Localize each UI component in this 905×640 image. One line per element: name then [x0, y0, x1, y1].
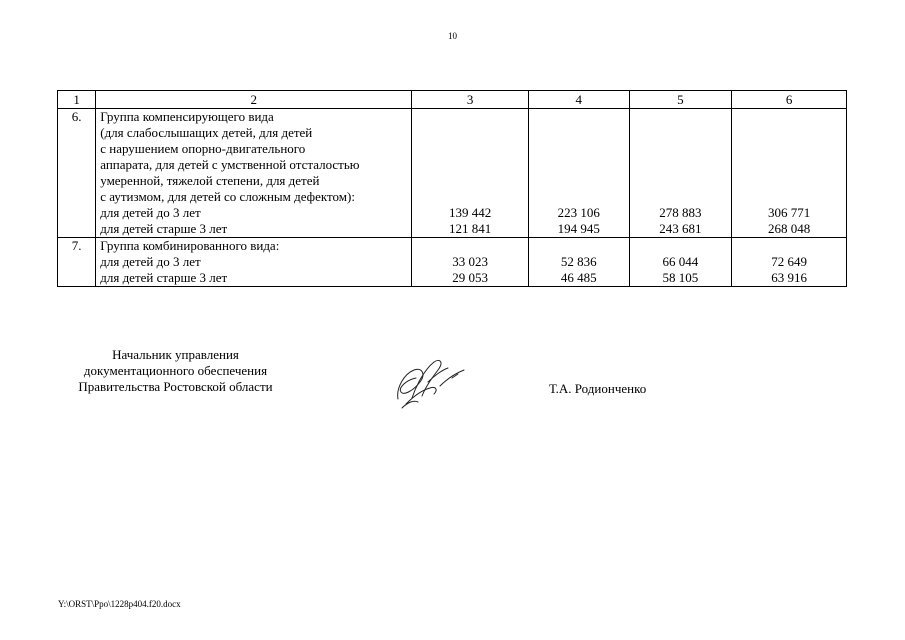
row-title-line: с нарушением опорно-двигательного [100, 141, 306, 156]
value: 268 048 [767, 221, 811, 236]
header-cell-2: 2 [96, 91, 412, 109]
value: 33 023 [452, 254, 488, 269]
value: 52 836 [560, 254, 597, 269]
value-cell-col4 [528, 109, 629, 238]
table-row [58, 109, 847, 238]
value-cell-col6 [732, 238, 847, 287]
value: 223 106 [557, 205, 600, 220]
row-title-line: Группа комбинированного вида: [100, 238, 280, 253]
row-number: 7. [58, 238, 96, 287]
header-cell-6: 6 [732, 91, 847, 109]
value: 46 485 [560, 270, 597, 285]
value-cell-col5 [629, 109, 732, 238]
row-title-line: аппарата, для детей с умственной отсталостью [100, 157, 360, 172]
row-title-line: (для слабослышащих детей, для детей [100, 125, 313, 140]
value: 306 771 [767, 205, 811, 220]
handwritten-signature [392, 352, 472, 412]
position-line: документационного обеспечения [83, 363, 268, 378]
table-row [58, 238, 847, 287]
header-cell-4: 4 [528, 91, 629, 109]
table-header-row [58, 91, 847, 109]
row-title-line: Группа компенсирующего вида [100, 109, 274, 124]
row-description [96, 238, 412, 287]
position-line: Правительства Ростовской области [78, 379, 273, 394]
value: 58 105 [662, 270, 699, 285]
data-table [57, 90, 847, 287]
sub-row-label: для детей старше 3 лет [100, 270, 228, 285]
value-cell-col3 [412, 109, 529, 238]
value: 139 442 [448, 205, 492, 220]
header-cell-1: 1 [58, 91, 96, 109]
page-number: 10 [448, 31, 457, 41]
row-number: 6. [58, 109, 96, 238]
signatory-position [58, 347, 293, 395]
value: 63 916 [771, 270, 807, 285]
value: 29 053 [452, 270, 488, 285]
header-cell-3: 3 [412, 91, 529, 109]
value-cell-col4 [528, 238, 629, 287]
value: 72 649 [771, 254, 807, 269]
position-line: Начальник управления [112, 347, 239, 362]
value: 66 044 [662, 254, 699, 269]
sub-row-label: для детей старше 3 лет [100, 221, 228, 236]
header-cell-5: 5 [629, 91, 732, 109]
row-title-line: умеренной, тяжелой степени, для детей [100, 173, 320, 188]
value-cell-col5 [629, 238, 732, 287]
row-description [96, 109, 412, 238]
value: 194 945 [557, 221, 600, 236]
signatory-name: Т.А. Родионченко [549, 381, 647, 396]
value: 121 841 [448, 221, 492, 236]
sub-row-label: для детей до 3 лет [100, 254, 201, 269]
row-title-line: с аутизмом, для детей со сложным дефектом): [100, 189, 355, 204]
value-cell-col3 [412, 238, 529, 287]
value: 278 883 [659, 205, 702, 220]
value-cell-col6 [732, 109, 847, 238]
file-path: Y:\ORST\Ppo\1228p404.f20.docx [58, 599, 181, 609]
sub-row-label: для детей до 3 лет [100, 205, 201, 220]
value: 243 681 [659, 221, 702, 236]
